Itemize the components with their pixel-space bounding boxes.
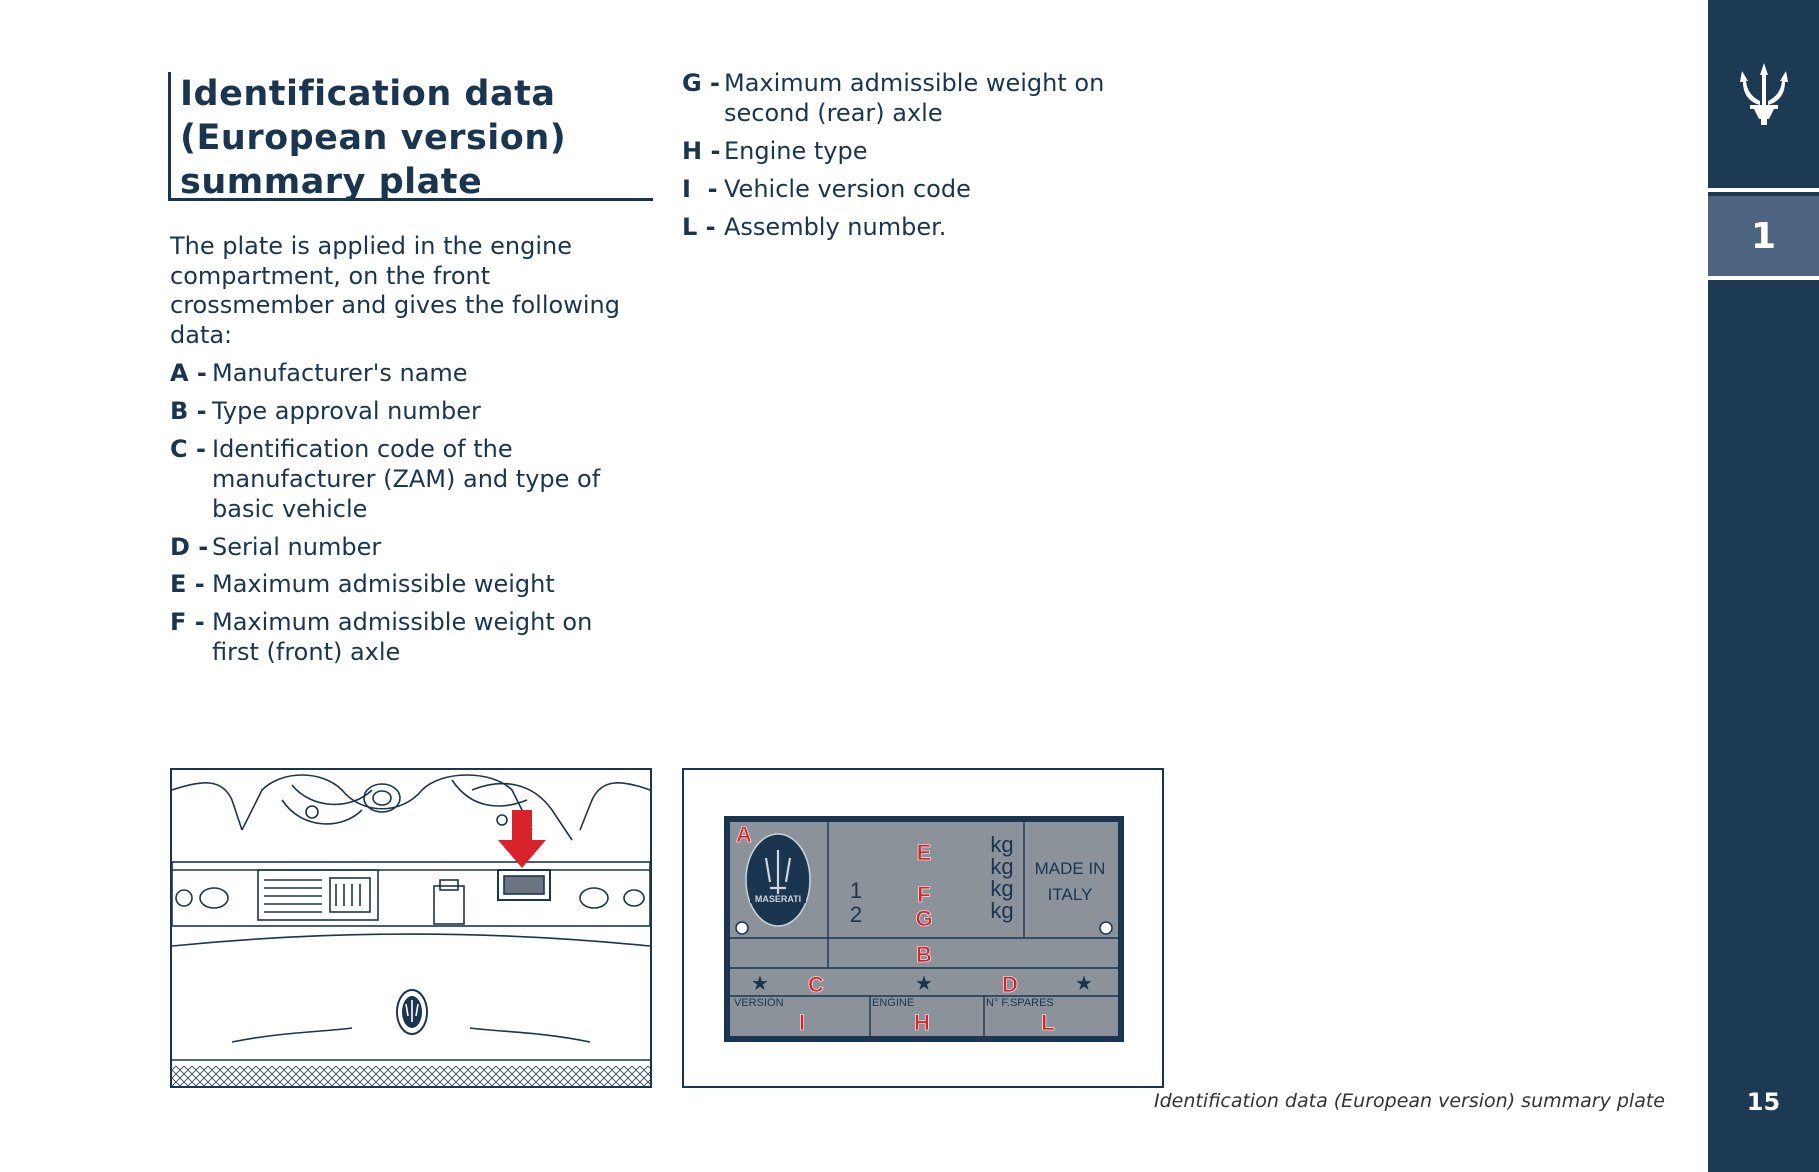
legend-item-f: [170, 607, 630, 667]
plate-location-arrow-icon: [498, 810, 546, 868]
legend-text: Serial number: [212, 533, 382, 561]
intro-paragraph: The plate is applied in the engine compartment, on the front crossmember and gives the following data:: [170, 232, 620, 349]
legend-item-g: [682, 68, 1142, 128]
plate-axle-2: 2: [849, 902, 863, 927]
legend-item-e: [170, 569, 630, 599]
plate-letter-e: E: [916, 840, 932, 865]
legend-text: Maximum admissible weight on second (rear) axle: [724, 69, 1105, 127]
legend-key: A -: [170, 359, 207, 387]
plate-italy: ITALY: [1047, 885, 1093, 904]
legend-key: G -: [682, 69, 721, 97]
legend-text: Identification code of the manufacturer (ZAM) and type of basic vehicle: [212, 435, 601, 523]
title-line: summary plate: [180, 162, 483, 202]
legend-item-h: [682, 136, 1142, 166]
page-number: 15: [1746, 1088, 1781, 1116]
plate-unit-kg: kg: [990, 898, 1014, 923]
plate-letter-g: G: [915, 906, 933, 931]
legend-item-i: [682, 174, 1142, 204]
plate-letter-c: C: [808, 972, 824, 997]
legend-item-a: [170, 358, 630, 388]
sidebar-divider: [1708, 188, 1819, 192]
legend-text: Engine type: [724, 137, 868, 165]
legend-key: L -: [682, 213, 716, 241]
legend-item-b: [170, 396, 630, 426]
chapter-tab: 1: [1708, 196, 1819, 276]
plate-star: ★: [751, 973, 769, 995]
legend-text: Maximum admissible weight: [212, 570, 555, 598]
plate-label-spares: N° F.SPARES: [986, 997, 1054, 1009]
plate-letter-h: H: [914, 1010, 930, 1035]
plate-letter-b: B: [916, 942, 932, 967]
plate-star: ★: [1075, 973, 1093, 995]
plate-letter-f: F: [917, 882, 931, 907]
legend-text: Maximum admissible weight on first (front) axle: [212, 608, 593, 666]
figure-caption: Identification data (European version) summary plate: [1154, 1090, 1665, 1112]
title-line: (European version): [180, 118, 567, 158]
legend-text: Type approval number: [212, 397, 481, 425]
legend-item-d: [170, 532, 630, 562]
legend-key: E -: [170, 570, 205, 598]
plate-unit-kg: kg: [990, 876, 1014, 901]
legend-text: Vehicle version code: [724, 175, 971, 203]
plate-made-in: MADE IN: [1034, 859, 1106, 878]
legend-key: H -: [682, 137, 721, 165]
legend-text: Assembly number.: [724, 213, 947, 241]
plate-star: ★: [915, 973, 933, 995]
chapter-sidebar: [1708, 0, 1819, 1172]
plate-unit-kg: kg: [990, 832, 1014, 857]
title-line: Identification data: [180, 74, 556, 114]
plate-label-engine: ENGINE: [872, 997, 915, 1009]
engine-compartment-figure: [170, 768, 652, 1088]
legend-item-l: [682, 212, 1142, 242]
plate-label-version: VERSION: [734, 997, 784, 1009]
legend-item-c: [170, 434, 630, 524]
identification-plate-figure: [682, 768, 1164, 1088]
plate-letter-l: L: [1041, 1010, 1055, 1035]
plate-unit-kg: kg: [990, 854, 1014, 879]
plate-letter-d: D: [1002, 972, 1018, 997]
sidebar-divider: [1708, 276, 1819, 280]
legend-text: Manufacturer's name: [212, 359, 468, 387]
plate-brand: MASERATI: [754, 894, 802, 904]
legend-key: D -: [170, 533, 209, 561]
legend-key: B -: [170, 397, 207, 425]
legend-key: C -: [170, 435, 206, 463]
legend-key: F -: [170, 608, 205, 636]
plate-letter-a: A: [736, 822, 752, 847]
plate-letter-i: I: [798, 1010, 806, 1035]
trident-logo-icon: [1708, 0, 1819, 188]
legend-key: I -: [682, 175, 718, 203]
section-title: [168, 72, 653, 201]
plate-axle-1: 1: [849, 878, 863, 903]
